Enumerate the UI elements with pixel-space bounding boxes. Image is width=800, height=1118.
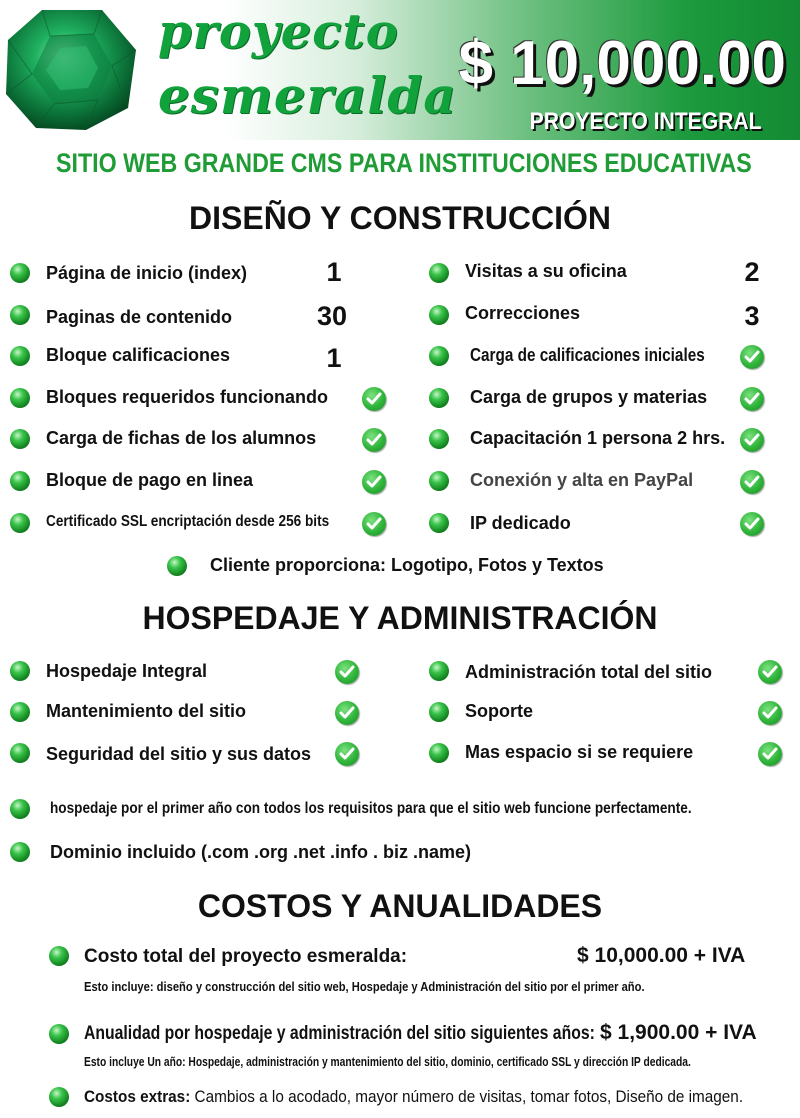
extra-costs-line [84, 1087, 743, 1107]
design-item-label: Certificado SSL encriptación desde 256 bits [46, 513, 330, 530]
design-item-label: Paginas de contenido [46, 307, 233, 327]
design-item-label: Página de inicio (index) [46, 263, 248, 283]
bullet-icon [10, 799, 30, 819]
emerald-gem-icon [2, 8, 138, 132]
check-icon [758, 660, 782, 684]
bullet-icon [10, 702, 30, 722]
check-icon [335, 742, 359, 766]
bullet-icon [429, 743, 449, 763]
total-cost-label: Costo total del proyecto esmeralda: [84, 946, 408, 967]
check-icon [335, 701, 359, 725]
bullet-icon [429, 388, 449, 408]
brand-name-line2: esmeralda [158, 66, 457, 125]
total-cost-includes: Esto incluye: diseño y construcción del sitio web, Hospedaje y Administración del sitio por el primer año. [84, 979, 645, 994]
tagline: SITIO WEB GRANDE CMS PARA INSTITUCIONES EDUCATIVAS [56, 148, 752, 178]
bullet-icon [10, 263, 30, 283]
hosting-first-year-note: hospedaje por el primer año con todos los requisitos para que el sitio web funcione perfectamente. [50, 800, 692, 817]
domain-included-note: Dominio incluido (.com .org .net .info . biz .name) [50, 842, 471, 862]
check-icon [362, 512, 386, 536]
bullet-icon [429, 429, 449, 449]
bullet-icon [429, 661, 449, 681]
annual-cost-includes: Esto incluye Un año: Hospedaje, administración y mantenimiento del sitio, dominio, certificado SSL y dirección IP dedicada. [84, 1054, 691, 1069]
section-title-design: DISEÑO Y CONSTRUCCIÓN [189, 200, 611, 236]
client-provides-note: Cliente proporciona: Logotipo, Fotos y Textos [210, 555, 604, 575]
bullet-icon [429, 702, 449, 722]
brand-name-line1: proyecto [158, 4, 399, 60]
bullet-icon [429, 513, 449, 533]
bullet-icon [49, 1087, 69, 1107]
annual-cost-price: $ 1,900.00 + IVA [600, 1021, 757, 1044]
bullet-icon [10, 661, 30, 681]
design-item-label: Bloque calificaciones [46, 345, 231, 365]
design-item-label: Carga de fichas de los alumnos [46, 428, 317, 448]
total-cost-price: $ 10,000.00 + IVA [577, 944, 746, 967]
extra-costs-label: Costos extras: [84, 1087, 191, 1106]
design-item-count: 1 [326, 343, 342, 373]
header-price: $ 10,000.00 [458, 29, 786, 98]
bullet-icon [429, 305, 449, 325]
bullet-icon [429, 471, 449, 491]
check-icon [740, 428, 764, 452]
design-item-count: 3 [744, 301, 760, 331]
check-icon [758, 742, 782, 766]
design-item-count: 1 [326, 257, 342, 287]
section-title-costs: COSTOS Y ANUALIDADES [197, 888, 603, 924]
check-icon [362, 428, 386, 452]
check-icon [740, 470, 764, 494]
bullet-icon [10, 429, 30, 449]
design-item-count: 2 [744, 257, 760, 287]
check-icon [740, 512, 764, 536]
annual-cost-label: Anualidad por hospedaje y administración del sitio siguientes años: [84, 1023, 595, 1044]
check-icon [740, 345, 764, 369]
design-item-label: Visitas a su oficina [465, 261, 627, 281]
bullet-icon [10, 842, 30, 862]
hosting-item-label: Hospedaje Integral [46, 661, 208, 681]
hosting-item-label: Soporte [465, 701, 534, 721]
bullet-icon [167, 556, 187, 576]
design-item-label: Capacitación 1 persona 2 hrs. [470, 428, 726, 448]
bullet-icon [49, 1024, 69, 1044]
bullet-icon [10, 743, 30, 763]
header-price-caption: PROYECTO INTEGRAL [530, 108, 762, 135]
bullet-icon [10, 305, 30, 325]
bullet-icon [10, 513, 30, 533]
hosting-item-label: Mantenimiento del sitio [46, 701, 247, 721]
section-title-hosting: HOSPEDAJE Y ADMINISTRACIÓN [142, 600, 658, 636]
design-item-label: Conexión y alta en PayPal [470, 470, 694, 490]
bullet-icon [10, 471, 30, 491]
check-icon [758, 701, 782, 725]
bullet-icon [429, 263, 449, 283]
hosting-item-label: Mas espacio si se requiere [465, 742, 694, 762]
extra-costs-text: Cambios a lo acodado, mayor número de visitas, tomar fotos, Diseño de imagen. [190, 1087, 744, 1106]
design-item-label: Correcciones [465, 303, 581, 323]
bullet-icon [10, 388, 30, 408]
bullet-icon [49, 946, 69, 966]
check-icon [362, 387, 386, 411]
design-item-label: IP dedicado [470, 513, 571, 533]
design-item-label: Bloques requeridos funcionando [46, 387, 329, 407]
header-banner [0, 0, 800, 140]
check-icon [335, 660, 359, 684]
design-item-label: Carga de calificaciones iniciales [470, 345, 705, 365]
design-item-label: Bloque de pago en linea [46, 470, 254, 490]
hosting-item-label: Administración total del sitio [465, 662, 713, 682]
design-item-label: Carga de grupos y materias [470, 387, 708, 407]
check-icon [362, 470, 386, 494]
bullet-icon [10, 346, 30, 366]
check-icon [740, 387, 764, 411]
bullet-icon [429, 346, 449, 366]
hosting-item-label: Seguridad del sitio y sus datos [46, 744, 312, 764]
design-item-count: 30 [316, 301, 348, 331]
